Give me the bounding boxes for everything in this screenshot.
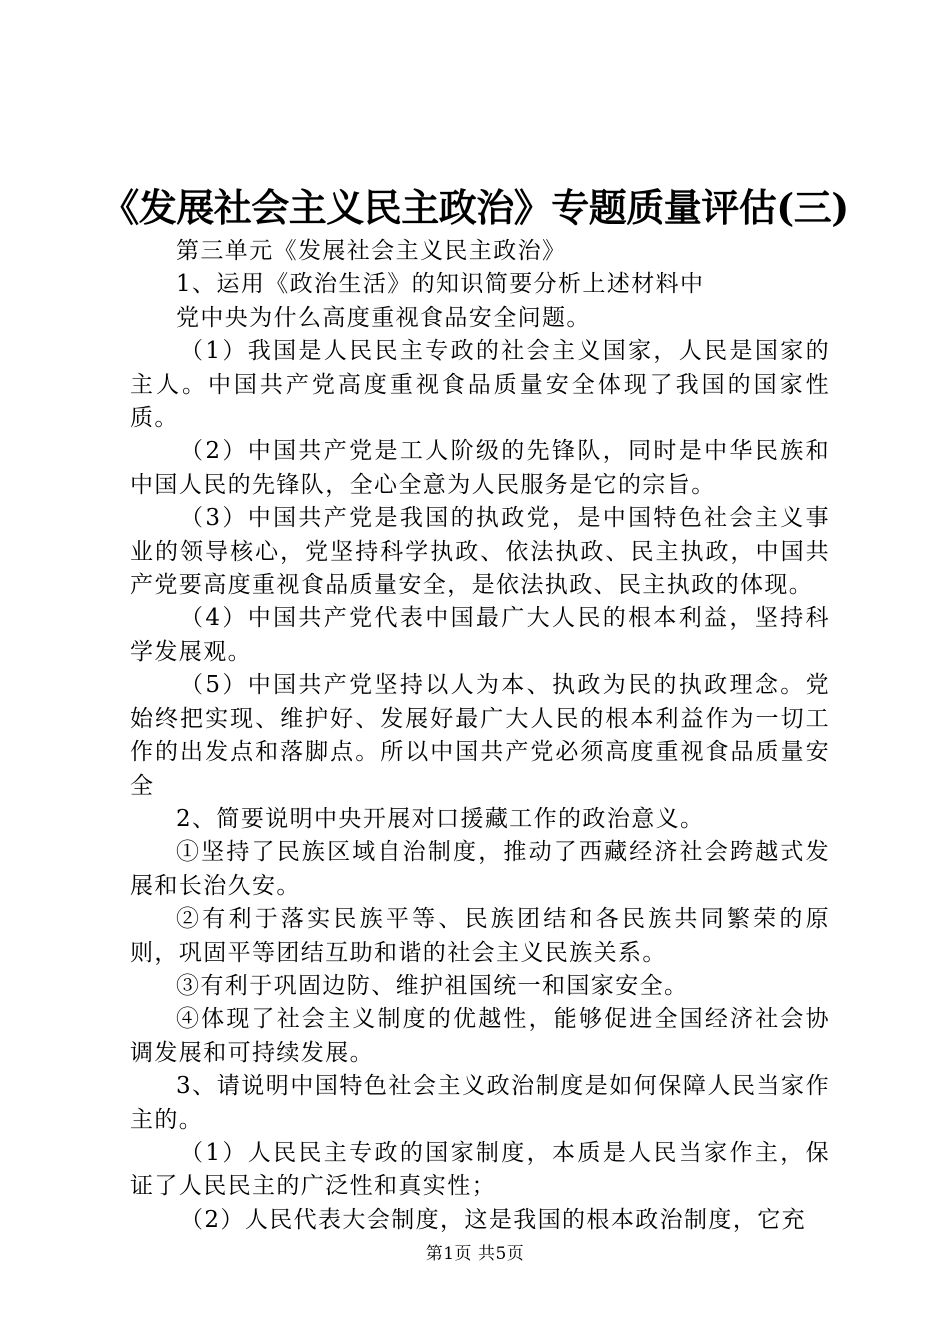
paragraph: （2）中国共产党是工人阶级的先锋队，同时是中华民族和中国人民的先锋队，全心全意为人民服务是它的宗旨。 (130, 438, 830, 498)
paragraph: （4）中国共产党代表中国最广大人民的根本利益，坚持科学发展观。 (130, 605, 830, 665)
document-body (130, 235, 830, 1237)
document-title: 《发展社会主义民主政治》专题质量评估(三) (101, 185, 849, 230)
paragraph: ④体现了社会主义制度的优越性，能够促进全国经济社会协调发展和可持续发展。 (130, 1006, 830, 1066)
paragraph: （3）中国共产党是我国的执政党，是中国特色社会主义事业的领导核心，党坚持科学执政、依法执政、民主执政，中国共产党要高度重视食品质量安全，是依法执政、民主执政的体现。 (130, 505, 830, 599)
paragraph: 3、请说明中国特色社会主义政治制度是如何保障人民当家作主的。 (130, 1073, 830, 1133)
paragraph: （5）中国共产党坚持以人为本、执政为民的执政理念。党始终把实现、维护好、发展好最广大人民的根本利益作为一切工作的出发点和落脚点。所以中国共产党必须高度重视食品质量安全 (130, 672, 830, 799)
paragraph: 1、运用《政治生活》的知识简要分析上述材料中 (176, 271, 705, 298)
paragraph: 2、简要说明中央开展对口援藏工作的政治意义。 (176, 805, 705, 832)
paragraph: （1）我国是人民民主专政的社会主义国家，人民是国家的主人。中国共产党高度重视食品质量安全体现了我国的国家性质。 (130, 338, 830, 432)
paragraph: ③有利于巩固边防、维护祖国统一和国家安全。 (176, 972, 689, 999)
paragraph: 第三单元《发展社会主义民主政治》 (176, 238, 567, 264)
paragraph: （2）人民代表大会制度，这是我国的根本政治制度，它充 (180, 1206, 807, 1233)
page-footer: 第1页 共5页 (425, 1244, 525, 1264)
paragraph: 党中央为什么高度重视食品安全问题。 (176, 304, 591, 331)
paragraph: ②有利于落实民族平等、民族团结和各民族共同繁荣的原则，巩固平等团结互助和谐的社会主义民族关系。 (130, 906, 830, 966)
paragraph: （1）人民民主专政的国家制度，本质是人民当家作主，保证了人民民主的广泛性和真实性； (130, 1139, 830, 1200)
paragraph: ①坚持了民族区域自治制度，推动了西藏经济社会跨越式发展和长治久安。 (130, 839, 830, 899)
